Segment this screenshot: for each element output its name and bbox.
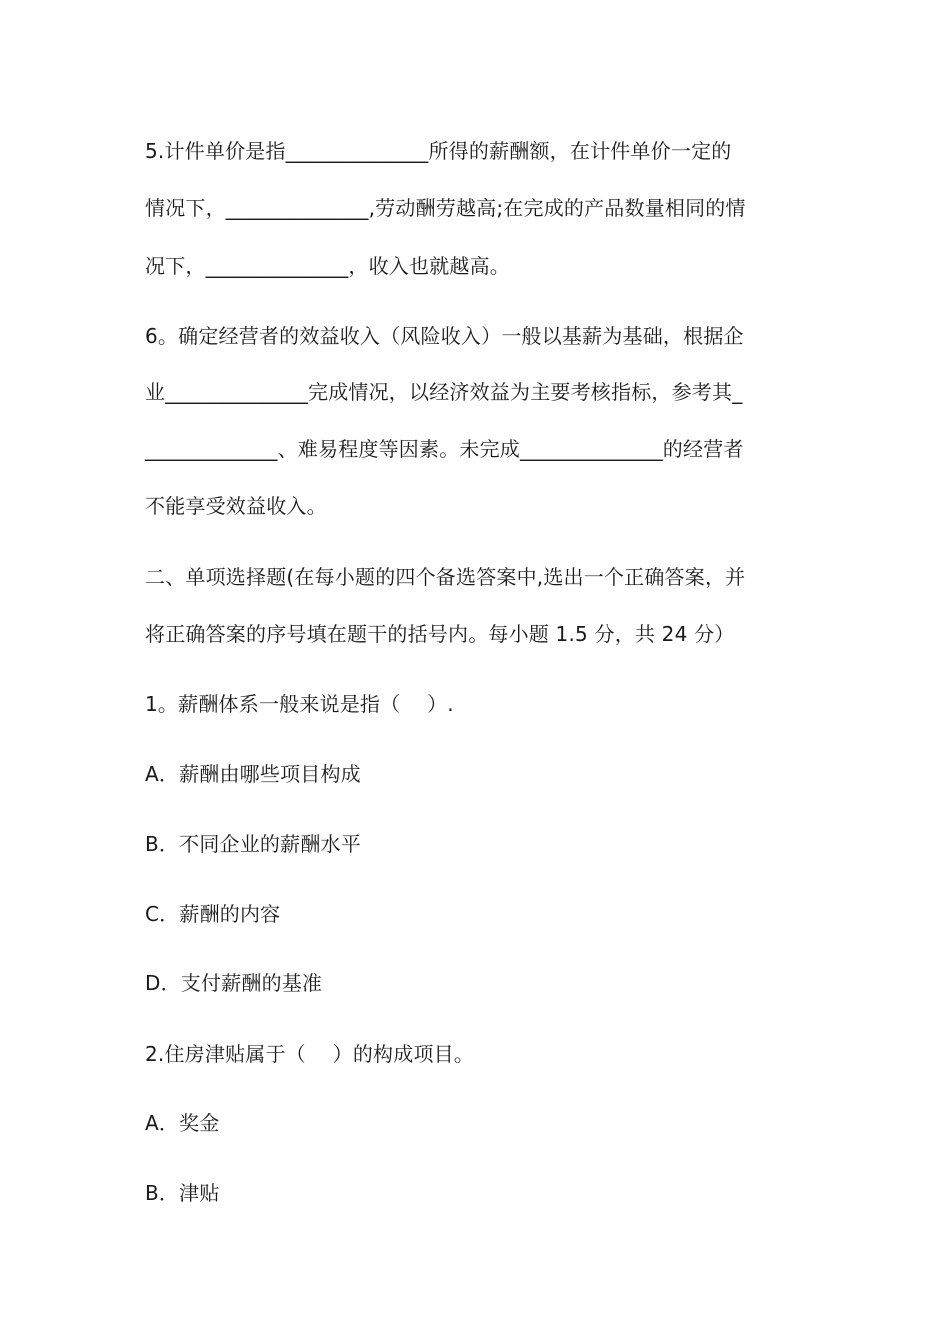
mc-q1-option-a: A．薪酬由哪些项目构成 bbox=[145, 762, 361, 786]
mc-question-1: 1。薪酬体系一般来说是指（ ）. bbox=[145, 692, 454, 716]
q6-text-line-4: 不能享受效益收入。 bbox=[145, 494, 327, 518]
mc-q1-option-b: B．不同企业的薪酬水平 bbox=[145, 832, 361, 856]
q6-text-line-1: 6。确定经营者的效益收入（风险收入）一般以基薪为基础，根据企 bbox=[145, 324, 744, 348]
mc-question-2: 2.住房津贴属于（ ）的构成项目。 bbox=[145, 1042, 475, 1066]
mc-q2-option-a: A．奖金 bbox=[145, 1111, 220, 1135]
mc-q1-option-d: D．支付薪酬的基准 bbox=[145, 971, 323, 995]
q5-text-line-2: 情况下，______________,劳动酬劳越高;在完成的产品数量相同的情 bbox=[145, 196, 746, 220]
q6-text-line-2: 业______________完成情况，以经济效益为主要考核指标，参考其_ bbox=[145, 380, 743, 404]
q6-text-line-3: _____________、难易程度等因素。未完成______________的经营者 bbox=[145, 437, 744, 461]
q5-text-line-3: 况下，______________，收入也就越高。 bbox=[145, 254, 510, 278]
q5-text-line-1: 5.计件单价是指______________所得的薪酬额，在计件单价一定的 bbox=[145, 139, 732, 163]
section-heading-line-2: 将正确答案的序号填在题干的括号内。每小题 1.5 分，共 24 分） bbox=[145, 622, 735, 646]
mc-q1-option-c: C．薪酬的内容 bbox=[145, 902, 281, 926]
section-heading-line-1: 二、单项选择题(在每小题的四个备选答案中,选出一个正确答案，并 bbox=[145, 565, 746, 589]
mc-q2-option-b: B．津贴 bbox=[145, 1181, 220, 1205]
